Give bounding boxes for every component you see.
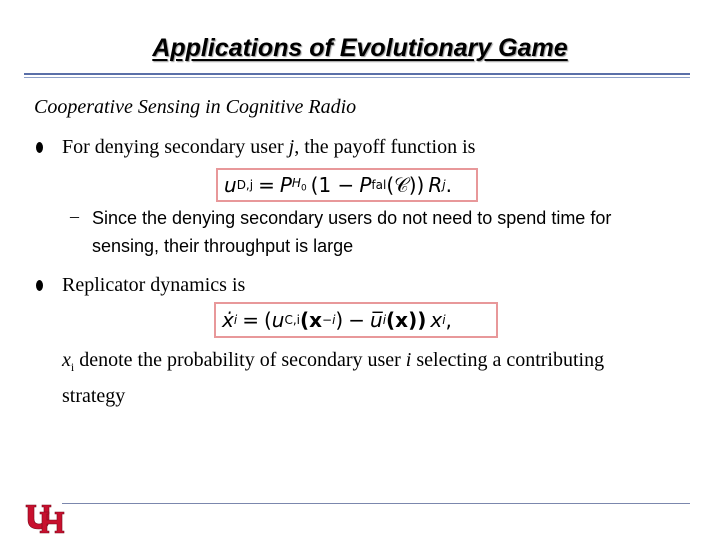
formula-vector: (x [299,308,323,332]
bullet-text-denying [62,136,475,159]
bullet-text-part: , the payoff function is [294,136,476,158]
formula-period: . [445,173,452,197]
formula-subscript: i [442,313,446,327]
bullet-dot [36,280,43,291]
formula-comma: , [445,308,452,332]
formula-subscript: H [291,176,301,191]
payoff-formula [216,168,478,202]
formula-operator: (𝒞)) [386,173,425,197]
sub-bullet-text: Since the denying secondary users do not need to spend time for sensing, their throughput is large [92,208,612,256]
title-rule-thin [24,77,690,78]
formula-subscript: 0 [300,183,307,194]
definition-text [62,346,622,411]
formula-subscript: i [233,313,238,327]
definition-part: denote the probability of secondary user [74,349,406,371]
formula-subscript: fal [371,178,387,192]
definition-part: selecting a contributing strategy [62,349,605,407]
bullet-text-part: For denying secondary user [62,136,289,158]
formula-subscript: C,i [284,313,300,327]
subheading: Cooperative Sensing in Cognitive Radio [34,96,357,118]
formula-symbol: P [279,173,292,197]
formula-equals: = [258,173,275,197]
formula-vector: (x)) [386,308,427,332]
formula-symbol: ẋ [222,308,234,332]
definition-subscript: i [70,360,75,374]
formula-operator: ) [335,308,344,332]
title-rule [24,73,690,75]
definition-italic: i [405,349,412,371]
sub-bullet-dash: – [70,206,79,226]
formula-symbol: u [224,173,237,197]
formula-equals: = [242,308,259,332]
formula-operator: (1 − [310,173,355,197]
bullet-dot [36,142,43,153]
formula-subscript: D,j [236,178,254,192]
definition-variable: x [62,349,71,371]
formula-minus: − [348,308,365,332]
formula-subscript: j [442,178,446,192]
formula-subscript: i [382,313,387,327]
slide-title: Applications of Evolutionary Game [152,34,568,62]
bullet-text-replicator: Replicator dynamics is [62,274,246,296]
uh-logo-icon [24,502,68,536]
formula-symbol: P [359,173,372,197]
bullet-text-italic: j [288,136,295,158]
formula-symbol: u̅ [370,308,383,332]
footer-rule [62,503,690,504]
formula-symbol: x [430,308,443,332]
formula-operator: ( [263,308,272,332]
formula-subscript: −i [322,313,336,327]
formula-symbol: R [428,173,443,197]
formula-symbol: u [271,308,285,332]
replicator-formula [214,302,498,338]
